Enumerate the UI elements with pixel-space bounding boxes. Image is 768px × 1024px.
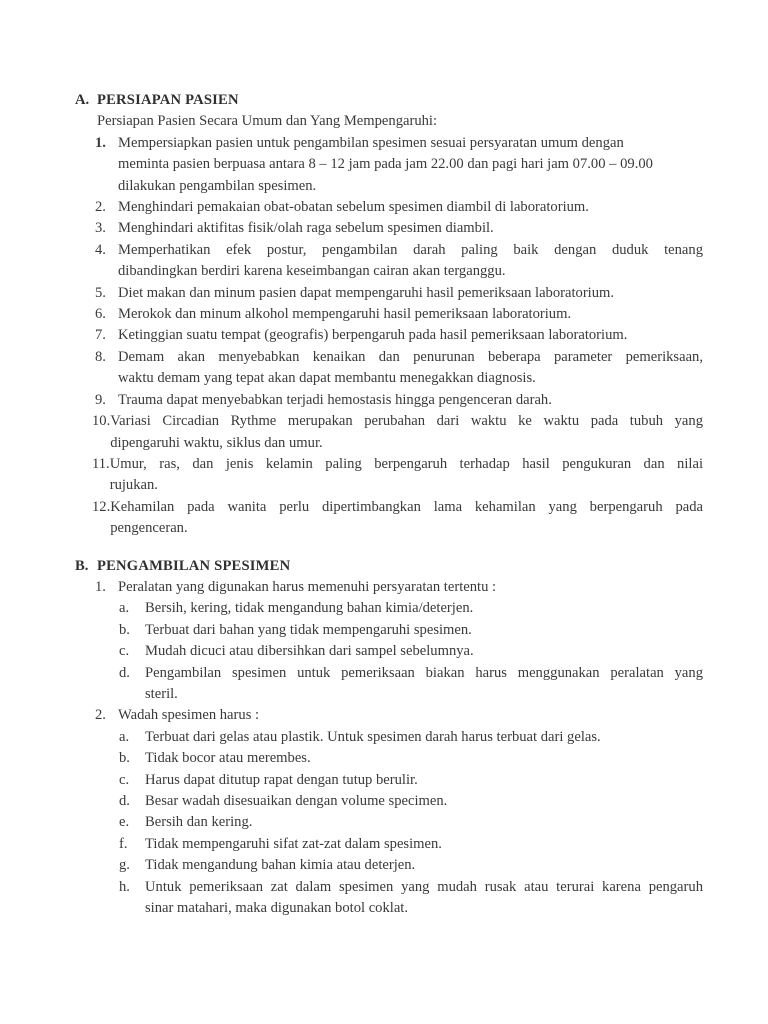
item-text — [118, 218, 703, 239]
document-content — [75, 90, 703, 919]
sub-item-text — [145, 598, 703, 619]
text-line: meminta pasien berpuasa antara 8 – 12 jam pada jam 22.00 dan pagi hari jam 07.00 – 09.00 — [118, 156, 653, 173]
list-item — [75, 133, 703, 197]
item-number: 8. — [95, 348, 106, 365]
text-line: Trauma dapat menyebabkan terjadi hemostasis hingga pengenceran darah. — [118, 391, 552, 408]
list-item — [75, 197, 703, 218]
sub-item-text — [145, 855, 703, 876]
list-item — [75, 497, 703, 540]
item-number: 7. — [95, 327, 106, 344]
text-line: Variasi Circadian Rythme merupakan perubahan dari waktu ke waktu pada tubuh yang — [110, 413, 703, 430]
list-item — [75, 283, 703, 304]
item-number: 4. — [95, 241, 106, 258]
sub-item-text — [145, 770, 703, 791]
sub-item-text — [145, 834, 703, 855]
item-number: 2. — [95, 707, 106, 724]
sub-item-letter: d. — [119, 793, 130, 809]
sub-list-item — [75, 727, 703, 748]
sub-item-text — [145, 620, 703, 641]
sub-item-text — [145, 663, 703, 706]
item-number: 3. — [95, 220, 106, 237]
item-text — [118, 705, 703, 726]
sub-item-letter: g. — [119, 857, 130, 874]
text-line: Tidak bocor atau merembes. — [145, 750, 311, 767]
section-heading — [75, 556, 703, 577]
sub-item-letter: a. — [119, 728, 130, 745]
item-number: 2. — [95, 199, 106, 216]
text-line: sinar matahari, maka digunakan botol coklat. — [145, 900, 409, 917]
item-number: 10. — [92, 413, 111, 430]
list-item — [75, 240, 703, 283]
sub-list-item — [75, 834, 703, 855]
text-line: Untuk pemeriksaan zat dalam spesimen yang mudah rusak atau terurai karena pengaruh — [145, 878, 703, 895]
text-line: Pengambilan spesimen untuk pemeriksaan biakan harus menggunakan peralatan yang — [145, 664, 703, 681]
item-text — [118, 133, 703, 197]
section-heading — [75, 90, 703, 111]
text-line: Peralatan yang digunakan harus memenuhi persyaratan tertentu : — [118, 578, 497, 595]
text-line: Mudah dicuci atau dibersihkan dari sampel sebelumnya. — [145, 643, 474, 660]
item-text — [118, 347, 703, 390]
sub-item-letter: c. — [119, 643, 130, 660]
text-line: rujukan. — [109, 477, 158, 494]
text-line: Umur, ras, dan jenis kelamin paling berpengaruh terhadap hasil pengukuran dan nilai — [109, 455, 703, 472]
sub-item-text — [145, 748, 703, 769]
section-marker: B. — [75, 557, 89, 574]
text-line: steril. — [145, 685, 178, 702]
list-item — [75, 218, 703, 239]
sub-list-item — [75, 620, 703, 641]
text-line: Diet makan dan minum pasien dapat mempengaruhi hasil pemeriksaan laboratorium. — [118, 284, 615, 301]
item-number: 11. — [92, 455, 110, 472]
text-line: Harus dapat ditutup rapat dengan tutup berulir. — [145, 771, 418, 788]
section-marker: A. — [75, 92, 90, 108]
sub-list-item — [75, 598, 703, 619]
sub-item-text — [145, 791, 703, 812]
text-line: waktu demam yang tepat akan dapat membantu menegakkan diagnosis. — [118, 370, 536, 387]
text-line: Tidak mempengaruhi sifat zat-zat dalam spesimen. — [145, 835, 442, 852]
list-item — [75, 705, 703, 726]
text-line: Wadah spesimen harus : — [118, 707, 260, 724]
sub-item-text — [145, 727, 703, 748]
item-text — [118, 304, 703, 325]
list-item — [75, 347, 703, 390]
list-item — [75, 577, 703, 598]
sub-item-letter: a. — [119, 600, 130, 617]
section-title: PERSIAPAN PASIEN — [97, 92, 239, 108]
text-line: dipengaruhi waktu, siklus dan umur. — [110, 434, 323, 451]
text-line: Kehamilan pada wanita perlu dipertimbangkan lama kehamilan yang berpengaruh pada — [110, 498, 703, 515]
sub-item-letter: b. — [119, 621, 130, 638]
text-line: Memperhatikan efek postur, pengambilan darah paling baik dengan duduk tenang — [118, 241, 703, 258]
item-number: 1. — [95, 134, 106, 151]
text-line: Demam akan menyebabkan kenaikan dan penurunan beberapa parameter pemeriksaan, — [118, 348, 703, 365]
sub-list-item — [75, 663, 703, 706]
text-line: pengenceran. — [110, 520, 188, 537]
document-section — [75, 90, 703, 540]
item-number: 6. — [95, 306, 106, 323]
text-line: dilakukan pengambilan spesimen. — [118, 177, 317, 194]
list-item — [75, 390, 703, 411]
item-number: 5. — [95, 284, 106, 301]
item-text — [118, 283, 703, 304]
text-line: Menghindari pemakaian obat-obatan sebelum spesimen diambil di laboratorium. — [118, 199, 589, 216]
sub-item-letter: e. — [119, 814, 130, 831]
sub-item-letter: h. — [119, 878, 130, 895]
item-text — [118, 577, 703, 598]
text-line: dibandingkan berdiri karena keseimbangan cairan akan terganggu. — [118, 263, 506, 280]
item-text — [110, 411, 703, 454]
sub-item-letter: f. — [119, 835, 128, 852]
item-text — [110, 497, 703, 540]
sub-list-item — [75, 748, 703, 769]
text-line: Menghindari aktifitas fisik/olah raga sebelum spesimen diambil. — [118, 220, 494, 237]
sub-list-item — [75, 641, 703, 662]
sub-list-item — [75, 877, 703, 920]
sub-list-item — [75, 770, 703, 791]
item-text — [118, 325, 703, 346]
item-text — [118, 390, 703, 411]
list-item — [75, 304, 703, 325]
sub-list-item — [75, 791, 703, 812]
section-intro: Persiapan Pasien Secara Umum dan Yang Mempengaruhi: — [97, 113, 438, 130]
text-line: Mempersiapkan pasien untuk pengambilan spesimen sesuai persyaratan umum dengan — [118, 134, 624, 151]
text-line: Besar wadah disesuaikan dengan volume specimen. — [145, 793, 448, 809]
document-section — [75, 556, 703, 920]
sub-item-text — [145, 877, 703, 920]
list-item — [75, 411, 703, 454]
sub-item-letter: c. — [119, 771, 130, 788]
item-number: 1. — [95, 578, 106, 595]
text-line: Terbuat dari bahan yang tidak mempengaruhi spesimen. — [145, 621, 472, 638]
text-line: Bersih, kering, tidak mengandung bahan kimia/deterjen. — [145, 600, 474, 617]
text-line: Ketinggian suatu tempat (geografis) berpengaruh pada hasil pemeriksaan laboratorium. — [118, 327, 628, 344]
item-text — [110, 454, 703, 497]
item-number: 12. — [92, 498, 111, 515]
item-number: 9. — [95, 391, 106, 408]
list-item — [75, 454, 703, 497]
item-text — [118, 197, 703, 218]
sub-item-letter: b. — [119, 750, 130, 767]
sub-item-text — [145, 641, 703, 662]
sub-list-item — [75, 812, 703, 833]
section-title: PENGAMBILAN SPESIMEN — [97, 557, 291, 574]
list-item — [75, 325, 703, 346]
text-line: Bersih dan kering. — [145, 814, 253, 831]
sub-item-letter: d. — [119, 664, 130, 681]
item-text — [118, 240, 703, 283]
text-line: Terbuat dari gelas atau plastik. Untuk spesimen darah harus terbuat dari gelas. — [145, 728, 601, 745]
sub-list-item — [75, 855, 703, 876]
sub-item-text — [145, 812, 703, 833]
text-line: Merokok dan minum alkohol mempengaruhi hasil pemeriksaan laboratorium. — [118, 306, 572, 323]
text-line: Tidak mengandung bahan kimia atau deterjen. — [145, 857, 416, 874]
